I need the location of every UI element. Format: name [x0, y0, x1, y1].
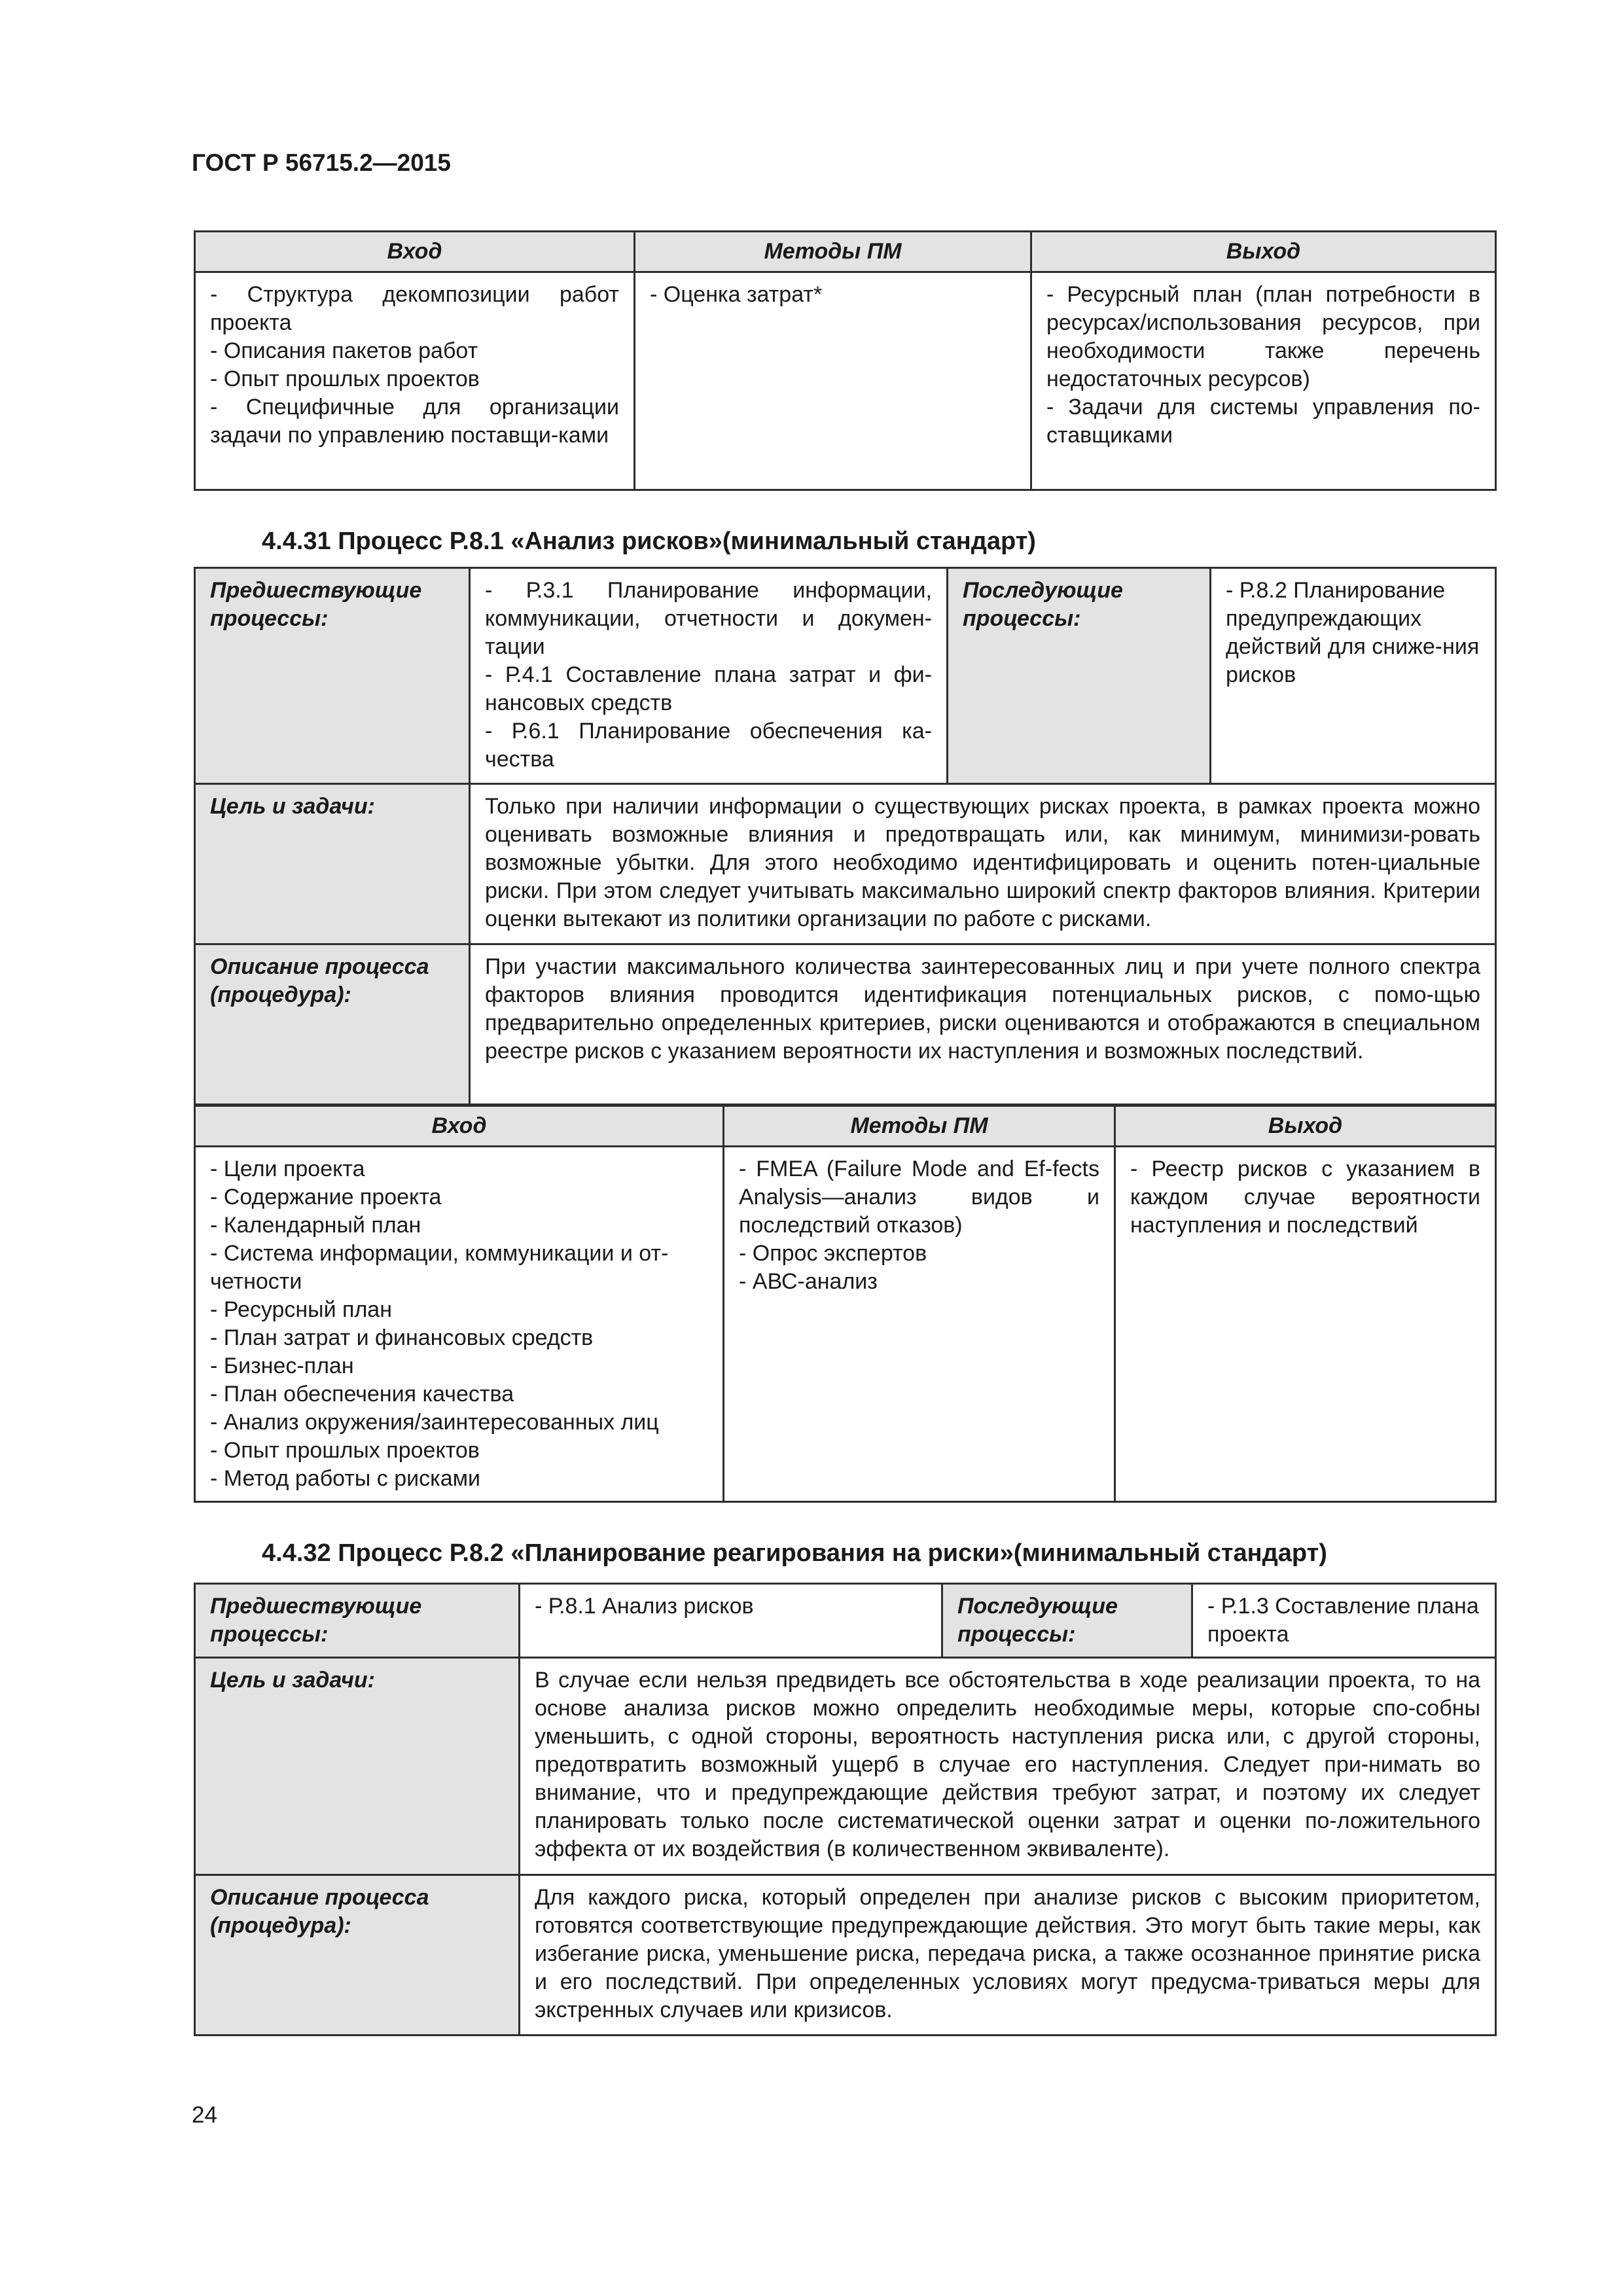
col-head-methods: Методы ПМ — [724, 1106, 1115, 1147]
list-item: - Ресурсный план (план потребности в ресурсах/использования ресурсов, при необходимости также перечень недостаточных ресурсов) — [1046, 282, 1480, 391]
col-head-input: Вход — [195, 1106, 724, 1147]
input-cell — [195, 272, 635, 490]
col-head-output: Выход — [1031, 232, 1496, 272]
list-item: - Система информации, коммуникации и от-четности — [210, 1241, 669, 1294]
list-item: - Реестр рисков с указанием в каждом случае вероятности наступления и последствий — [1130, 1157, 1480, 1238]
page-number: 24 — [192, 2102, 217, 2128]
goal-label: Цель и задачи: — [195, 784, 470, 944]
list-item: - Р.6.1 Планирование обеспечения ка-чества — [485, 719, 932, 772]
output-cell — [1115, 1147, 1496, 1502]
list-item: - Опыт прошлых проектов — [210, 367, 480, 391]
predecessor-label: Предшествующие процессы: — [195, 568, 470, 784]
methods-cell — [724, 1147, 1115, 1502]
continuation-table — [194, 230, 1497, 491]
list-item: - Календарный план — [210, 1213, 421, 1238]
list-item: - Опыт прошлых проектов — [210, 1438, 480, 1463]
table-row — [195, 1658, 1496, 1875]
list-item: - Цели проекта — [210, 1157, 365, 1181]
section-title-4-4-32: 4.4.32 Процесс Р.8.2 «Планирование реагирования на риски»(минимальный стандарт) — [262, 1539, 1327, 1567]
successor-label: Последующие процессы: — [942, 1584, 1192, 1658]
list-item: - Оценка затрат* — [650, 282, 823, 307]
list-item: - Метод работы с рисками — [210, 1466, 481, 1491]
table-row — [195, 272, 1496, 490]
document-header: ГОСТ Р 56715.2—2015 — [192, 149, 451, 176]
list-item: - Бизнес-план — [210, 1354, 354, 1378]
col-head-output: Выход — [1115, 1106, 1496, 1147]
list-item: - Р.1.3 Составление плана проекта — [1207, 1594, 1479, 1647]
list-item: - Опрос экспертов — [739, 1241, 927, 1266]
list-item: - План обеспечения качества — [210, 1382, 514, 1407]
table-row — [195, 1147, 1496, 1502]
description-label: Описание процесса (процедура): — [195, 1875, 520, 2036]
list-item: - Р.4.1 Составление плана затрат и фи-нансовых средств — [485, 662, 932, 715]
description-label: Описание процесса (процедура): — [195, 944, 470, 1105]
list-item: - Описания пакетов работ — [210, 338, 478, 363]
methods-cell — [635, 272, 1031, 490]
list-item: - АВС-анализ — [739, 1269, 878, 1294]
list-item: - Р.8.2 Планирование предупреждающих действий для сниже-ния рисков — [1226, 578, 1480, 687]
process-table-p8-2 — [194, 1583, 1497, 2036]
list-item: - Специфичные для организации задачи по управлению поставщи-ками — [210, 395, 619, 448]
table-header-row — [195, 1106, 1496, 1147]
list-item: - Анализ окружения/заинтересованных лиц — [210, 1410, 659, 1435]
list-item: - Задачи для системы управления по-ставщиками — [1046, 395, 1480, 448]
list-item: - Р.3.1 Планирование информации, коммуникации, отчетности и докумен-тации — [485, 578, 932, 659]
list-item: - FMEA (Failure Mode and Ef-fects Analysis—анализ видов и последствий отказов) — [739, 1157, 1099, 1238]
list-item: - Р.8.1 Анализ рисков — [535, 1594, 754, 1619]
description-text: Для каждого риска, который определен при анализе рисков с высоким приоритетом, готовятся соответствующие предупреждающие действия. Это могут быть такие меры, как избегание риска, уменьшение риска, передача риска, а также осознанное принятие риска и его последствий. При определенных условиях могут предусма-триваться меры для экстренных случаев или кризисов. — [520, 1875, 1496, 2036]
list-item: - Структура декомпозиции работ проекта — [210, 282, 619, 335]
table-row — [195, 944, 1496, 1105]
output-cell — [1031, 272, 1496, 490]
table-row — [195, 1875, 1496, 2036]
successor-cell — [1192, 1584, 1496, 1658]
io-table-p8-1 — [194, 1105, 1497, 1503]
col-head-input: Вход — [195, 232, 635, 272]
predecessor-cell — [520, 1584, 942, 1658]
list-item: - Содержание проекта — [210, 1185, 442, 1210]
table-row — [195, 784, 1496, 944]
list-item: - План затрат и финансовых средств — [210, 1325, 594, 1350]
process-table-p8-1 — [194, 567, 1497, 1105]
col-head-methods: Методы ПМ — [635, 232, 1031, 272]
successor-label: Последующие процессы: — [948, 568, 1211, 784]
predecessor-label: Предшествующие процессы: — [195, 1584, 520, 1658]
successor-cell — [1211, 568, 1496, 784]
input-cell — [195, 1147, 724, 1502]
predecessor-cell — [470, 568, 948, 784]
goal-text: Только при наличии информации о существующих рисках проекта, в рамках проекта можно оценивать возможные влияния и предотвращать или, как минимум, минимизи-ровать возможные убытки. Для этого необходимо идентифицировать и оценить потен-циальные риски. При этом следует учитывать максимально широкий спектр факторов влияния. Критерии оценки вытекают из политики организации по работе с рисками. — [470, 784, 1496, 944]
section-title-4-4-31: 4.4.31 Процесс Р.8.1 «Анализ рисков»(минимальный стандарт) — [262, 528, 1036, 555]
table-header-row — [195, 232, 1496, 272]
goal-text: В случае если нельзя предвидеть все обстоятельства в ходе реализации проекта, то на основе анализа рисков можно определить необходимые меры, которые спо-собны уменьшить, с одной стороны, вероятность наступления риска или, с другой стороны, предотвратить возможный ущерб в случае его наступления. Следует при-нимать во внимание, что и предупреждающие действия требуют затрат, и поэтому их следует планировать только после систематической оценки затрат и оценки по-ложительного эффекта от их воздействия (в количественном эквиваленте). — [520, 1658, 1496, 1875]
description-text: При участии максимального количества заинтересованных лиц и при учете полного спектра факторов влияния проводится идентификация потенциальных рисков, с помо-щью предварительно определенных критериев, риски оцениваются и отображаются в специальном реестре рисков с указанием вероятности их наступления и возможных последствий. — [470, 944, 1496, 1105]
table-row — [195, 1584, 1496, 1658]
list-item: - Ресурсный план — [210, 1297, 392, 1322]
goal-label: Цель и задачи: — [195, 1658, 520, 1875]
table-row — [195, 568, 1496, 784]
